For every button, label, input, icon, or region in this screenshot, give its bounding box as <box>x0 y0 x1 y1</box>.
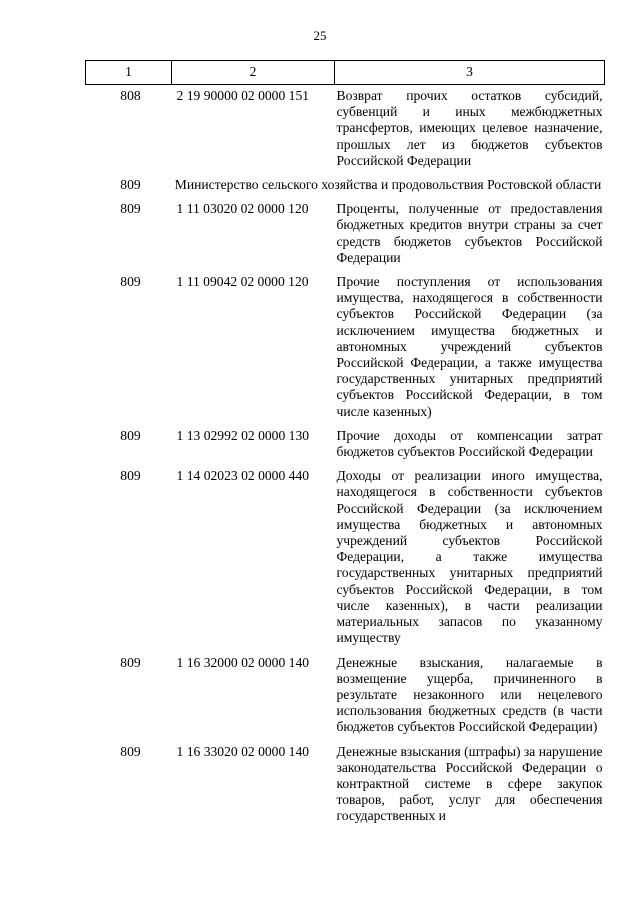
owner-code-cell: 809 <box>120 654 141 670</box>
table-row <box>86 266 605 420</box>
budget-code-cell: 2 19 90000 02 0000 151 <box>176 88 310 103</box>
description-cell: Возврат прочих остатков субсидий, субвенций и иных межбюджетных трансфертов, имеющих целевое назначение, прошлых лет из бюджетов субъектов Российской Федерации <box>336 88 603 168</box>
column-header-2: 2 <box>172 61 335 85</box>
description-cell: Прочие доходы от компенсации затрат бюджетов субъектов Российской Федерации <box>336 427 603 460</box>
owner-code-cell: 809 <box>120 427 141 443</box>
budget-code-cell: 1 16 33020 02 0000 140 <box>176 743 310 759</box>
column-header-3: 3 <box>335 61 605 85</box>
budget-code-cell: 1 16 32000 02 0000 140 <box>176 654 310 670</box>
owner-code-cell: 809 <box>120 201 141 217</box>
owner-code-cell: 809 <box>120 743 141 759</box>
owner-code-cell: 809 <box>120 274 141 290</box>
section-row <box>86 169 605 193</box>
owner-code-cell: 809 <box>120 468 141 484</box>
description-cell: Прочие поступления от использования имущества, находящегося в собственности субъектов Российской Федерации (за исключением имущества бюджетных и автономных учреждений субъектов Российской Федерации, а также имущества государственных унитарных предприятий субъектов Российской Федерации, в том числе казенных) <box>336 274 603 419</box>
table-row <box>86 460 605 646</box>
description-cell: Денежные взыскания, налагаемые в возмещение ущерба, причиненного в результате незаконного или нецелевого использования бюджетных средств (в части бюджетов субъектов Российской Федерации) <box>336 654 603 735</box>
budget-code-cell: 1 14 02023 02 0000 440 <box>176 468 310 484</box>
description-cell: Денежные взыскания (штрафы) за нарушение законодательства Российской Федерации о контрактной системе в сфере закупок товаров, работ, услуг для обеспечения государственных и <box>336 743 603 824</box>
page-number: 25 <box>313 28 327 43</box>
owner-code-cell: 809 <box>120 177 141 193</box>
description-cell: Проценты, полученные от предоставления бюджетных кредитов внутри страны за счет средств бюджетов субъектов Российской Федерации <box>336 201 603 265</box>
owner-code-cell: 808 <box>120 88 141 103</box>
table-header-row <box>86 61 605 85</box>
table-body <box>86 85 605 825</box>
description-cell: Доходы от реализации иного имущества, находящегося в собственности субъектов Российской Федерации (за исключением имущества бюджетных и автономных учреждений субъектов Российской Федерации, а также имущества государственных унитарных предприятий субъектов Российской Федерации, в том числе казенных), в части реализации материальных запасов по указанному имуществу <box>336 468 603 646</box>
table-row <box>86 85 605 170</box>
table-row <box>86 420 605 460</box>
table-header <box>86 61 605 85</box>
table-row <box>86 193 605 266</box>
revenue-codes-table <box>85 60 605 825</box>
budget-code-cell: 1 13 02992 02 0000 130 <box>176 427 310 443</box>
table-row <box>86 736 605 825</box>
column-header-1: 1 <box>86 61 172 85</box>
budget-code-cell: 1 11 03020 02 0000 120 <box>176 201 309 217</box>
section-title-cell: Министерство сельского хозяйства и продовольствия Ростовской области <box>174 177 602 193</box>
budget-code-cell: 1 11 09042 02 0000 120 <box>176 274 309 290</box>
table-row <box>86 647 605 736</box>
